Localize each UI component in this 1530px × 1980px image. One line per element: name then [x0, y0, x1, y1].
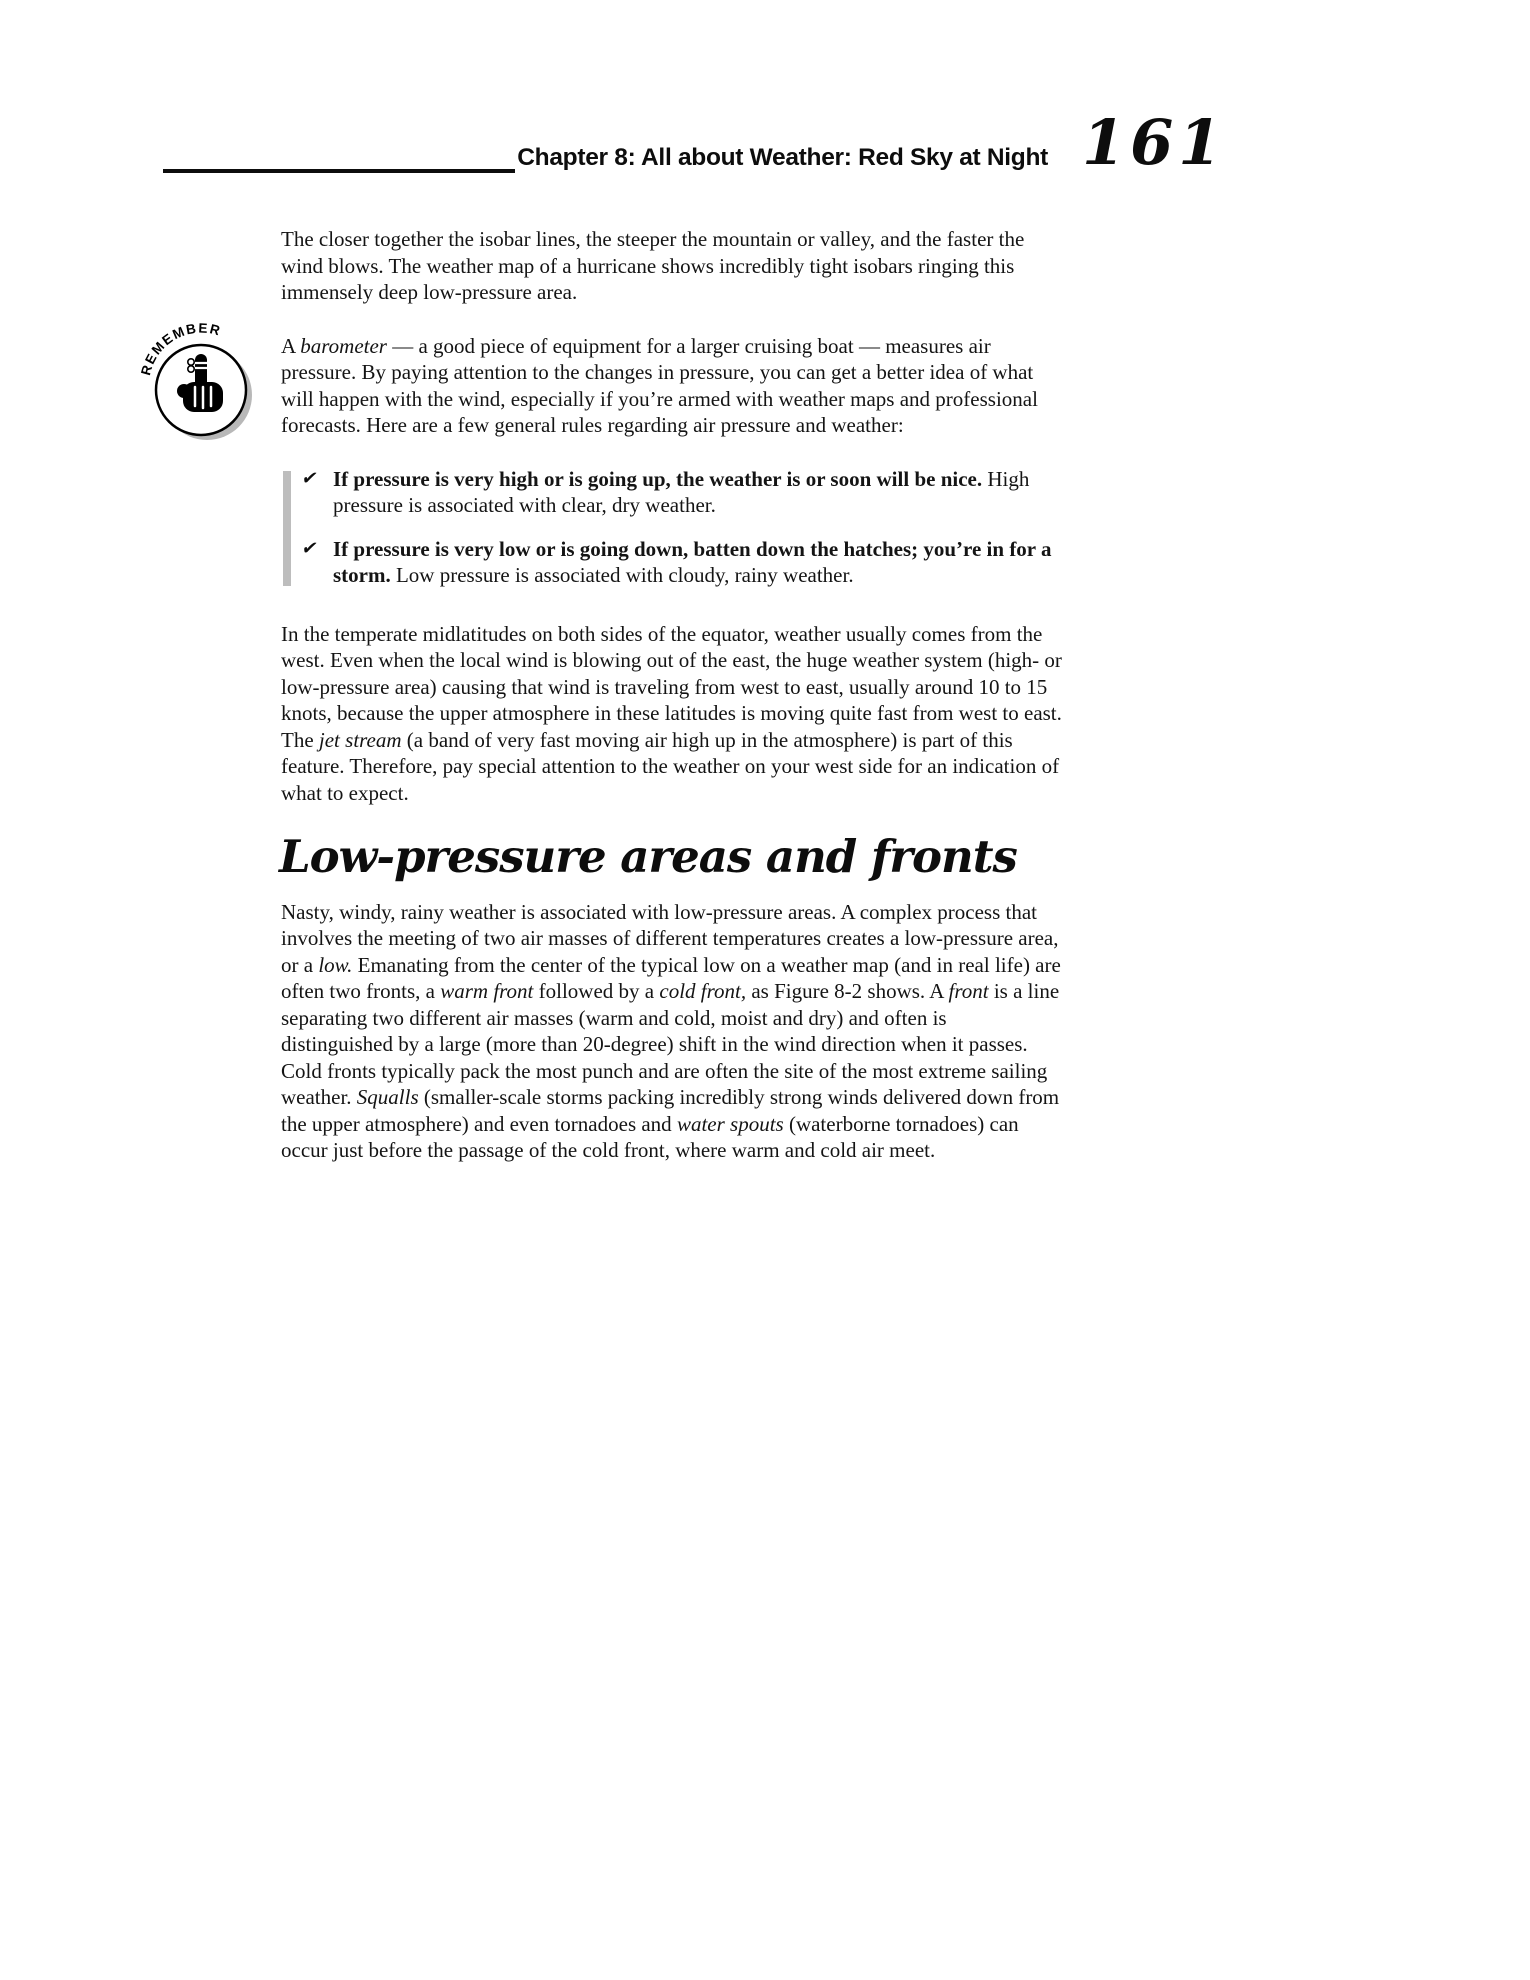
remember-icon: [138, 318, 268, 448]
content-column: [281, 226, 1063, 1191]
chapter-title: Chapter 8: All about Weather: Red Sky at Night: [517, 144, 1048, 171]
bullet-bar: [283, 471, 291, 586]
bullet-text-high-pressure: If pressure is very high or is going up, the weather is or soon will be nice. High pressure is associated with clear, dry weather.: [333, 466, 1030, 517]
bullet-list: [281, 466, 1063, 589]
checkmark-icon: ✔: [299, 537, 320, 559]
checkmark-icon: ✔: [299, 467, 320, 489]
remember-arc-label: REMEMBER: [138, 320, 224, 377]
paragraph-low-pressure-fronts: Nasty, windy, rainy weather is associated with low-pressure areas. A complex process that involves the meeting of two air masses of different temperatures creates a low-pressure area, or a low. Emanating from the center of the typical low on a weather map (and in real life) are often two fronts, a warm front followed by a cold front, as Figure 8-2 shows. A front is a line separating two different air masses (warm and cold, moist and dry) and often is distinguished by a large (more than 20-degree) shift in the wind direction when it passes. Cold fronts typically pack the most punch and are often the site of the most extreme sailing weather. Squalls (smaller-scale storms packing incredibly strong winds delivered down from the upper atmosphere) and even tornadoes and water spouts (waterborne tornadoes) can occur just before the passage of the cold front, where warm and cold air meet.: [281, 899, 1061, 1162]
remember-icon-graphic: [138, 318, 268, 448]
paragraph-barometer: A barometer — a good piece of equipment for a larger cruising boat — measures air pressure. By paying attention to the changes in pressure, you can get a better idea of what will happen with the wind, especially if you’re armed with weather maps and professional forecasts. Here are a few general rules regarding air pressure and weather:: [281, 333, 1038, 437]
list-item: [299, 536, 1063, 589]
header-rule: [163, 169, 515, 173]
list-item: [299, 466, 1063, 519]
section-heading: Low-pressure areas and fronts: [279, 830, 1017, 883]
paragraph-midlatitudes: In the temperate midlatitudes on both sides of the equator, weather usually comes from the west. Even when the local wind is blowing out of the east, the huge weather system (high- or low-pressure area) causing that wind is traveling from west to east, usually around 10 to 15 knots, because the upper atmosphere in these latitudes is moving quite fast from west to east. The jet stream (a band of very fast moving air high up in the atmosphere) is part of this feature. Therefore, pay special attention to the weather on your west side for an indication of what to expect.: [281, 621, 1062, 805]
page-number: 161: [1082, 106, 1227, 179]
paragraph-isobars: The closer together the isobar lines, the steeper the mountain or valley, and the faster the wind blows. The weather map of a hurricane shows incredibly tight isobars ringing this immensely deep low-pressure area.: [281, 227, 1025, 304]
bullet-text-low-pressure: If pressure is very low or is going down, batten down the hatches; you’re in for a storm. Low pressure is associated with cloudy, rainy weather.: [333, 536, 1052, 587]
